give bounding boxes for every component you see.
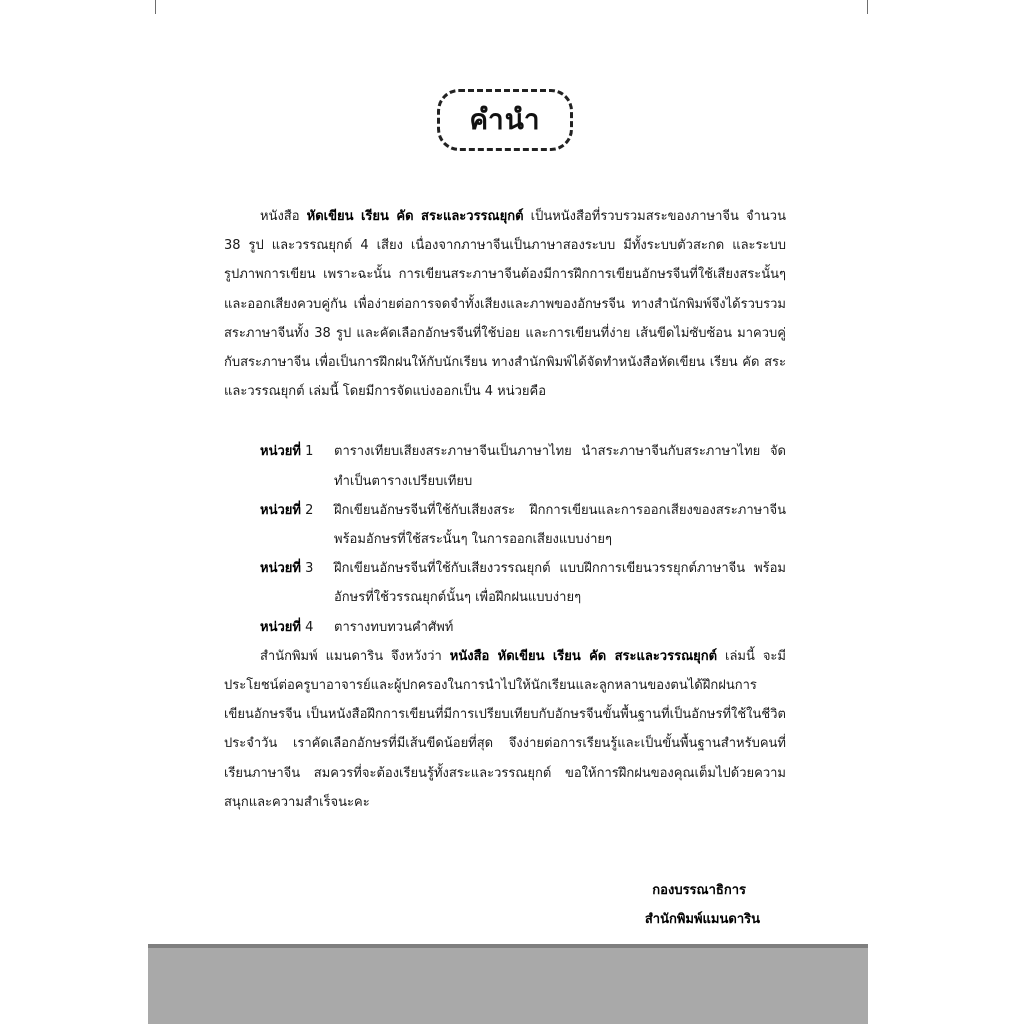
page-title: คำนำ — [469, 103, 541, 136]
signature-publisher: สำนักพิมพ์แมนดาริน — [644, 912, 760, 927]
unit-label-bold: หน่วยที่ — [260, 502, 301, 518]
unit-number: 4 — [300, 619, 314, 635]
intro-pre: หนังสือ — [260, 209, 307, 224]
unit-item — [260, 437, 786, 495]
unit-label — [260, 496, 334, 554]
unit-description: ตารางเทียบเสียงสระภาษาจีนเป็นภาษาไทย นำสระภาษาจีนกับสระภาษาไทย จัดทำเป็นตารางเปรียบเทียบ — [334, 444, 786, 489]
signature-block — [645, 876, 760, 934]
unit-list — [260, 437, 786, 641]
unit-label — [260, 554, 334, 612]
unit-description: ฝึกเขียนอักษรจีนที่ใช้กับเสียงสระ ฝึกการเขียนและการออกเสียงของสระภาษาจีน พร้อมอักษรที่ใช้สระนั้นๆ ในการออกเสียงแบบง่ายๆ — [334, 502, 786, 548]
unit-item — [260, 554, 786, 612]
main-content — [224, 202, 786, 817]
unit-label-bold: หน่วยที่ — [260, 444, 301, 460]
closing-book-title: หนังสือ หัดเขียน เรียน คัด สระและวรรณยุกต์ — [449, 648, 718, 664]
unit-description: ฝึกเขียนอักษรจีนที่ใช้กับเสียงวรรณยุกต์ แบบฝึกการเขียนวรรยุกต์ภาษาจีน พร้อมอักษรที่ใช้วรรณยุกต์นั้นๆ เพื่อฝึกฝนแบบง่ายๆ — [334, 561, 786, 606]
unit-number: 3 — [300, 561, 314, 577]
intro-paragraph — [224, 202, 786, 406]
unit-item — [260, 613, 786, 642]
crop-mark — [867, 0, 868, 14]
unit-label-bold: หน่วยที่ — [260, 619, 301, 635]
intro-post: เป็นหนังสือที่รวบรวมสระของภาษาจีน จำนวน 38 รูป และวรรณยุกต์ 4 เสียง เนื่องจากภาษาจีนเป็นภาษาสองระบบ มีทั้งระบบตัวสะกด และระบบรูปภาพการเขียน เพราะฉะนั้น การเขียนสระภาษาจีนต้องมีการฝึกการเขียนอักษรจีนที่ใช้เสียงสระนั้นๆ และออกเสียงควบคู่กัน เพื่อง่ายต่อการจดจำทั้งเสียงและภาพของอักษรจีน ทางสำนักพิมพ์จึงได้รวบรวมสระภาษาจีนทั้ง 38 รูป และคัดเลือกอักษรจีนที่ใช้บ่อย และการเขียนที่ง่าย เส้นขีดไม่ซับซ้อน มาควบคู่กับสระภาษาจีน เพื่อเป็นการฝึกฝนให้กับนักเรียน ทางสำนักพิมพ์ได้จัดทำหนังสือหัดเขียน เรียน คัด สระและวรรณยุกต์ เล่มนี้ โดยมีการจัดแบ่งออกเป็น 4 หน่วยคือ — [224, 209, 786, 400]
unit-item — [260, 496, 786, 554]
title-frame — [437, 89, 573, 151]
unit-label — [260, 437, 334, 495]
unit-description: ตารางทบทวนคำศัพท์ — [334, 619, 454, 635]
closing-pre: สำนักพิมพ์ แมนดาริน จึงหวังว่า — [260, 648, 450, 664]
unit-number: 2 — [300, 502, 314, 518]
unit-label — [260, 613, 334, 642]
intro-book-title: หัดเขียน เรียน คัด สระและวรรณยุกต์ — [306, 209, 524, 224]
footer-bar — [148, 944, 868, 1024]
unit-label-bold: หน่วยที่ — [260, 561, 301, 577]
signature-editorial: กองบรรณาธิการ — [652, 883, 746, 898]
closing-paragraph — [224, 642, 786, 817]
closing-post: เล่มนี้ จะมีประโยชน์ต่อครูบาอาจารย์และผู้ปกครองในการนำไปให้นักเรียนและลูกหลานของตนได้ฝึกฝนการเขียนอักษรจีน เป็นหนังสือฝึกการเขียนที่มีการเปรียบเทียบกับอักษรจีนขั้นพื้นฐานที่เป็นอักษรที่ใช้ในชีวิตประจำวัน เราคัดเลือกอักษรที่มีเส้นขีดน้อยที่สุด จึงง่ายต่อการเรียนรู้และเป็นขั้นพื้นฐานสำหรับคนที่เรียนภาษาจีน สมควรที่จะต้องเรียนรู้ทั้งสระและวรรณยุกต์ ขอให้การฝึกฝนของคุณเต็มไปด้วยความสนุกและความสำเร็จนะคะ — [224, 648, 786, 810]
crop-mark — [155, 0, 156, 14]
unit-number: 1 — [300, 444, 314, 460]
